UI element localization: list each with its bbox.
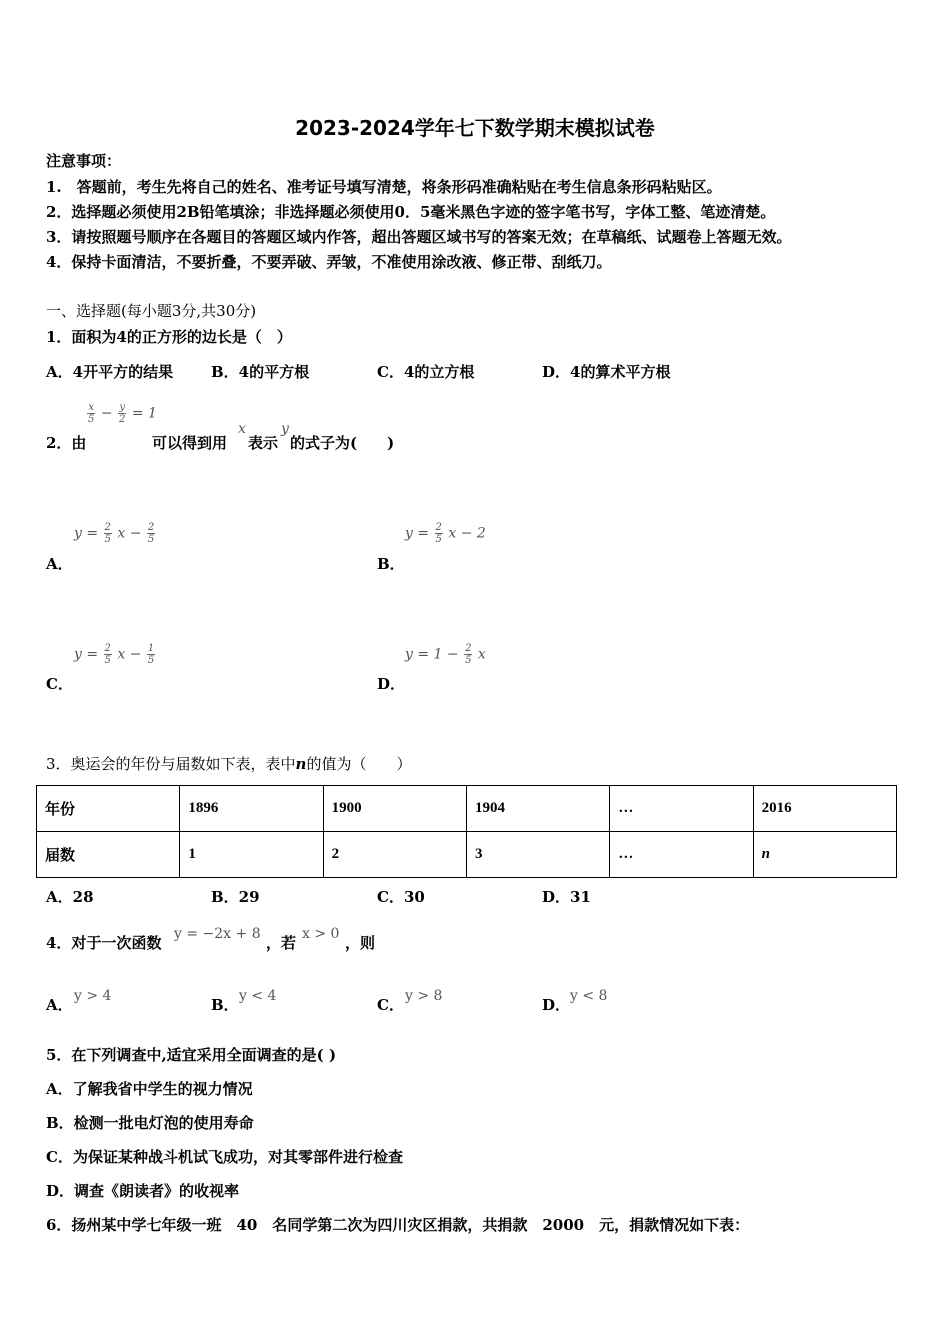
table-cell: 年份	[37, 786, 180, 832]
table-cell: 1	[180, 832, 323, 878]
notice-heading: 注意事项：	[46, 152, 122, 170]
notice-item: 1. 答题前，考生先将自己的姓名、准考证号填写清楚，将条形码准确粘贴在考生信息条形码粘贴区。	[46, 178, 722, 196]
table-cell: 2	[323, 832, 466, 878]
q4-option-b-label: B．	[211, 996, 239, 1014]
table-row	[37, 786, 897, 832]
q4-mid: ，若	[266, 934, 297, 952]
q2-option-a-formula: y = $\frac{2}{5}$ x − $\frac{2}{5}$	[74, 522, 155, 545]
q2-var-y: y	[281, 421, 289, 437]
q2-option-c-label: C．	[46, 675, 73, 693]
q2-option-b-label: B．	[377, 555, 405, 573]
question-5-stem: 5．在下列调查中,适宜采用全面调查的是( )	[46, 1046, 337, 1064]
q4-option-a: y > 4	[74, 988, 112, 1004]
q4-suffix: ，则	[345, 934, 376, 952]
q5-option-a: A．了解我省中学生的视力情况	[46, 1080, 253, 1098]
q5-option-d: D．调查《朗读者》的收视率	[46, 1182, 240, 1200]
q2-mid2: 表示	[248, 434, 279, 452]
table-row	[37, 832, 897, 878]
q3-option-a: A．28	[46, 888, 94, 906]
question-1-stem: 1．面积为4的正方形的边长是（ ）	[46, 328, 292, 346]
q2-suffix: 的式子为( )	[290, 434, 395, 452]
q5-option-c: C．为保证某种战斗机试飞成功，对其零部件进行检查	[46, 1148, 403, 1166]
q4-condition: x > 0	[302, 926, 340, 942]
q4-function: y = −2x + 8	[174, 926, 261, 942]
notice-item: 3．请按照题号顺序在各题目的答题区域内作答，超出答题区域书写的答案无效；在草稿纸、试题卷上答题无效。	[46, 228, 792, 246]
q3-option-b: B．29	[211, 888, 260, 906]
q1-option-d: D．4的算术平方根	[542, 363, 671, 381]
q2-prefix: 2．由	[46, 434, 87, 452]
table-cell: 1896	[180, 786, 323, 832]
q3-option-d: D．31	[542, 888, 591, 906]
q2-option-d-label: D．	[377, 675, 406, 693]
q5-option-b: B．检测一批电灯泡的使用寿命	[46, 1114, 254, 1132]
q4-prefix: 4．对于一次函数	[46, 934, 162, 952]
q1-option-c: C．4的立方根	[377, 363, 475, 381]
table-cell: 届数	[37, 832, 180, 878]
table-cell: …	[610, 786, 753, 832]
q2-mid: 可以得到用	[152, 434, 228, 452]
q2-given-equation: $\frac{x}{5}$ − $\frac{y}{2}$ = 1	[88, 402, 157, 425]
table-cell: 3	[466, 832, 609, 878]
question-6-stem: 6．扬州某中学七年级一班 40 名同学第二次为四川灾区捐款，共捐款 2000 元，捐款情况如下表：	[46, 1216, 750, 1234]
olympics-table	[36, 785, 897, 878]
q2-option-a-label: A．	[46, 555, 73, 573]
q4-option-d: y < 8	[570, 988, 608, 1004]
q2-option-d-formula: y = 1 − $\frac{2}{5}$ x	[405, 643, 486, 666]
question-3-stem: 3．奥运会的年份与届数如下表，表中n的值为（ ）	[46, 755, 412, 773]
q2-option-c-formula: y = $\frac{2}{5}$ x − $\frac{1}{5}$	[74, 643, 155, 666]
q4-option-b: y < 4	[239, 988, 277, 1004]
table-cell: 1904	[466, 786, 609, 832]
q3-option-c: C．30	[377, 888, 425, 906]
page-title: 2023-2024学年七下数学期末模拟试卷	[295, 116, 655, 140]
table-cell: …	[610, 832, 753, 878]
q1-option-a: A．4开平方的结果	[46, 363, 174, 381]
q2-var-x: x	[238, 421, 246, 437]
notice-item: 2．选择题必须使用2B铅笔填涂；非选择题必须使用0．5毫米黑色字迹的签字笔书写，字体工整、笔迹清楚。	[46, 203, 776, 221]
q4-option-c-label: C．	[377, 996, 404, 1014]
notice-item: 4．保持卡面清洁，不要折叠，不要弄破、弄皱，不准使用涂改液、修正带、刮纸刀。	[46, 253, 612, 271]
q1-option-b: B．4的平方根	[211, 363, 310, 381]
section-heading: 一、选择题(每小题3分,共30分)	[46, 302, 257, 320]
table-cell: 2016	[753, 786, 896, 832]
table-cell: 1900	[323, 786, 466, 832]
q4-option-a-label: A．	[46, 996, 73, 1014]
table-cell: n	[753, 832, 896, 878]
q4-option-c: y > 8	[405, 988, 443, 1004]
q2-option-b-formula: y = $\frac{2}{5}$ x − 2	[405, 522, 486, 545]
q4-option-d-label: D．	[542, 996, 571, 1014]
